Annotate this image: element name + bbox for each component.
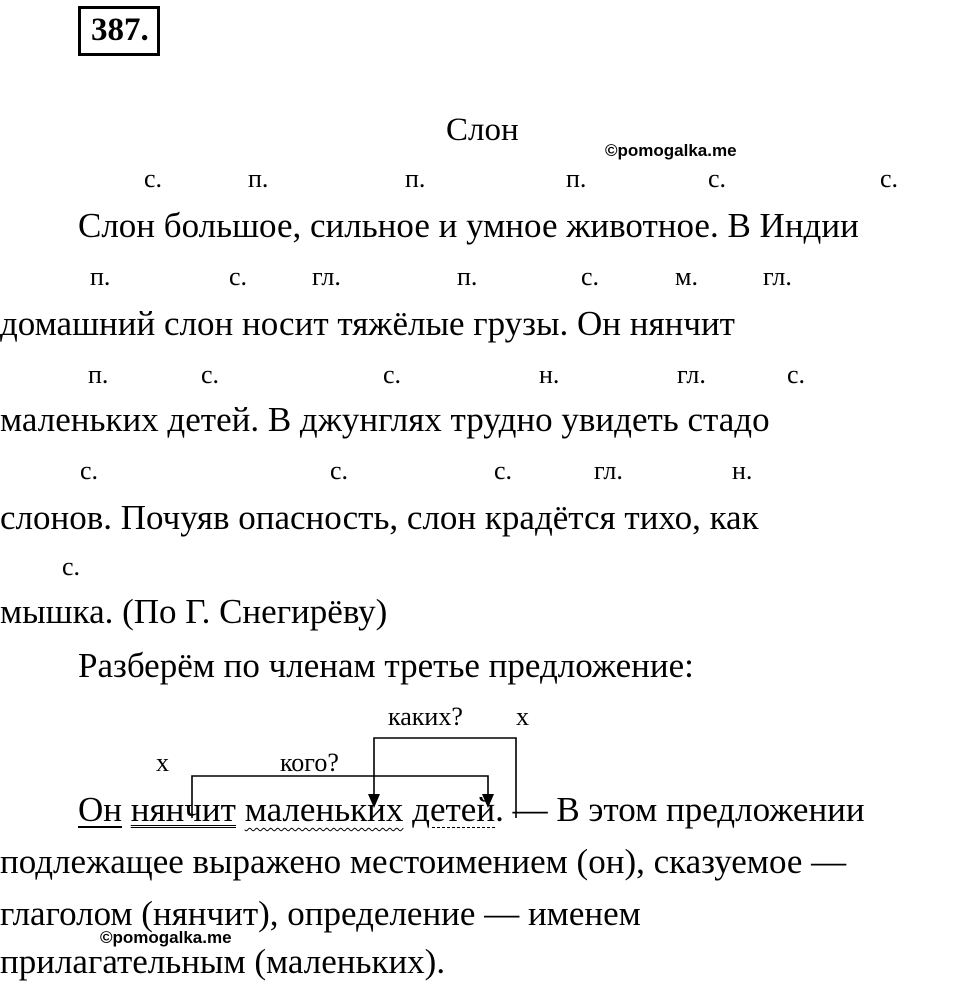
pos-label: с. bbox=[144, 164, 163, 193]
pos-label: п. bbox=[90, 262, 111, 291]
text-line: маленьких детей. В джунглях трудно увидеть стадо bbox=[0, 400, 770, 439]
watermark-top: ©pomogalka.me bbox=[605, 141, 737, 160]
pos-label: п. bbox=[566, 164, 587, 193]
watermark-bottom: ©pomogalka.me bbox=[100, 928, 232, 947]
explanation-line: глаголом (нянчит), определение — именем bbox=[0, 894, 641, 933]
pos-label: н. bbox=[732, 456, 753, 485]
text-line: домашний слон носит тяжёлые грузы. Он нянчит bbox=[0, 304, 735, 343]
pos-label: гл. bbox=[677, 360, 706, 389]
pos-label: гл. bbox=[594, 456, 623, 485]
pos-label: с. bbox=[383, 360, 402, 389]
exercise-number: 387. bbox=[78, 6, 160, 56]
pos-label: п. bbox=[88, 360, 109, 389]
pos-label: с. bbox=[62, 552, 81, 581]
predicate-word: нянчит bbox=[130, 790, 236, 829]
explanation-line: подлежащее выражено местоимением (он), сказуемое — bbox=[0, 842, 847, 881]
text-line: слонов. Почуяв опасность, слон крадётся тихо, как bbox=[0, 498, 759, 537]
object-word: детей bbox=[412, 790, 496, 829]
pos-label: гл. bbox=[763, 262, 792, 291]
pos-label: н. bbox=[539, 360, 560, 389]
pos-label: с. bbox=[880, 164, 899, 193]
parsed-sentence bbox=[78, 790, 865, 830]
text-line: мышка. (По Г. Снегирёву) bbox=[0, 592, 388, 631]
text-line: Слон большое, сильное и умное животное. В Индии bbox=[78, 206, 859, 245]
pos-label: с. bbox=[787, 360, 806, 389]
text-title: Слон bbox=[446, 112, 519, 148]
sentence-rest: . — В этом предложении bbox=[495, 790, 865, 829]
pos-label: с. bbox=[494, 456, 513, 485]
mark-x-subject: х bbox=[156, 748, 169, 777]
question-kogo: кого? bbox=[280, 748, 339, 777]
analysis-intro: Разберём по членам третье предложение: bbox=[78, 646, 694, 685]
pos-label: п. bbox=[248, 164, 269, 193]
pos-label: с. bbox=[229, 262, 248, 291]
question-kakih: каких? bbox=[388, 702, 463, 731]
attribute-word: маленьких bbox=[244, 790, 404, 829]
pos-label: с. bbox=[80, 456, 99, 485]
pos-label: с. bbox=[330, 456, 349, 485]
subject-word: Он bbox=[78, 790, 123, 829]
pos-label: с. bbox=[201, 360, 220, 389]
pos-label: п. bbox=[405, 164, 426, 193]
pos-label: м. bbox=[675, 262, 698, 291]
pos-label: п. bbox=[457, 262, 478, 291]
explanation-line: прилагательным (маленьких). bbox=[0, 942, 446, 981]
pos-label: с. bbox=[581, 262, 600, 291]
mark-x-object: х bbox=[516, 702, 529, 731]
pos-label: гл. bbox=[312, 262, 341, 291]
pos-label: с. bbox=[708, 164, 727, 193]
